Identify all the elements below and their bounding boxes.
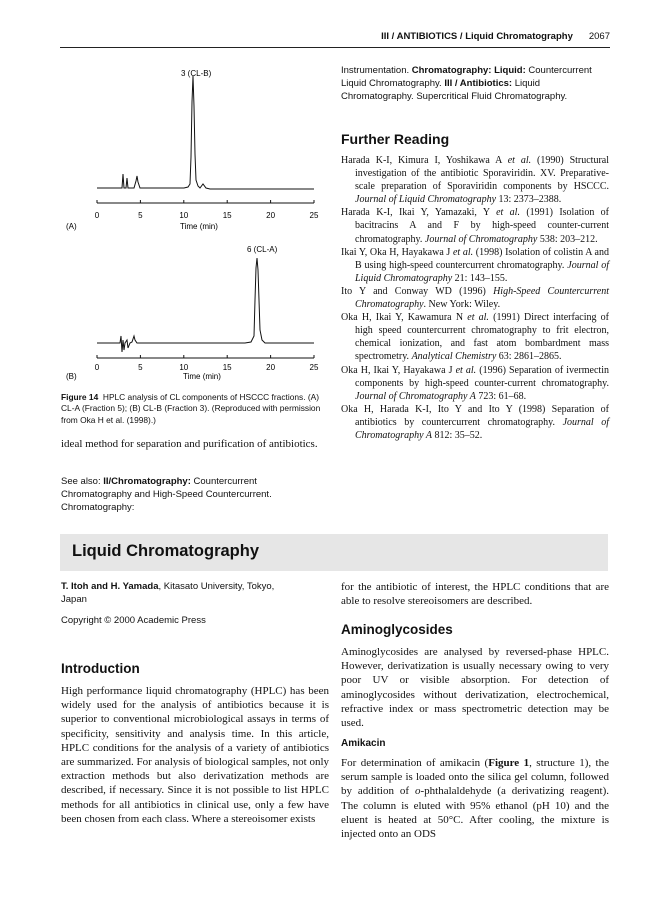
caption-text: HPLC analysis of CL components of HSCCC fractions. (A) CL-A (Fraction 5); (B) CL-B (Fraction 3). (Reproduced with permission from Oka H et al. (1998).) — [61, 392, 321, 425]
caption-label: Figure 14 — [61, 392, 99, 402]
reference-tail: 723: 61–68. — [475, 390, 527, 402]
tick-b-0: 0 — [94, 363, 100, 372]
amikacin-text: , structure 1), the serum sample is loaded onto the silica gel column, followed by addition of — [341, 757, 609, 798]
reference-journal: Journal of Liquid Chromatography — [355, 194, 497, 206]
see-also-link-3[interactable]: III / Antibiotics: — [444, 78, 513, 89]
reference-journal: Journal of Chromatography — [424, 233, 538, 245]
reference-tail: 21: 143–155. — [452, 272, 508, 284]
reference-authors: Ito Y and Conway WD (1996) — [341, 285, 494, 297]
reference-journal: High-Speed Countercurrent Chromatography — [355, 285, 610, 311]
see-also — [61, 475, 329, 514]
reference-rest: (1991) Direct interfacing of high speed countercurrent chromatography to frit electron, chemical ionization, and fast atom bombardment mass spectrometry. — [355, 312, 609, 363]
author-affiliation: , Kitasato University, Tokyo, Japan — [61, 581, 275, 605]
amikacin-paragraph — [341, 756, 609, 841]
reference-journal: Analytical Chemistry — [411, 351, 497, 363]
aminoglycosides-paragraph: Aminoglycosides are analysed by reversed-phase HPLC. However, derivatization is usually necessary owing to very poor UV or visible absorption. For detection of aminoglycosides without derivatization, electrochemical, refractive index or mass spectrometric detection may be used. — [341, 646, 609, 730]
reference-item — [341, 206, 609, 245]
reference-authors: Ikai Y, Oka H, Hayakawa J — [341, 246, 451, 258]
panel-label-b: (B) — [66, 372, 77, 381]
reference-rest: (1998) Isolation of colistin A and B using high-speed countercurrent chromatography. — [355, 246, 609, 271]
intro-heading: Introduction — [61, 661, 140, 676]
tick-b-10: 10 — [179, 363, 189, 372]
figure-ref-link[interactable]: Figure 1 — [488, 757, 530, 769]
section-title-band — [60, 534, 608, 571]
tick-a-15: 15 — [222, 211, 232, 220]
reference-tail: 13: 2373–2388. — [496, 194, 562, 206]
amikacin-italic: o — [415, 785, 421, 798]
reference-item — [341, 403, 609, 442]
see-also-link-2[interactable]: Chromatography: Liquid: — [411, 65, 526, 76]
further-reading-heading: Further Reading — [341, 131, 450, 147]
article-title: Liquid Chromatography — [72, 542, 259, 560]
see-also-continued — [341, 64, 609, 103]
right-continuation: for the antibiotic of interest, the HPLC conditions that are able to resolve stereoisomers are described. — [341, 581, 609, 608]
tick-a-5: 5 — [138, 211, 143, 220]
reference-authors: Harada K-I, Kimura I, Yoshikawa A — [341, 155, 502, 166]
reference-list — [341, 154, 609, 442]
amikacin-heading: Amikacin — [341, 738, 386, 749]
trace-b — [97, 258, 314, 352]
header-title: III / ANTIBIOTICS / Liquid Chromatography — [381, 30, 573, 42]
tick-b-5: 5 — [138, 363, 143, 372]
reference-etal: et al. — [496, 207, 520, 219]
amikacin-heading-wrap — [341, 738, 609, 749]
amikacin-text: For determination of amikacin ( — [341, 757, 489, 769]
amikacin-text: -phthalaldehyde (a derivatizing reagent). The column is eluted with 95% ethanol (pH 10) and the eluent is heated at 50°C. After cooling, the mixture is injected onto an ODS — [341, 785, 609, 841]
further-reading-section — [341, 131, 609, 147]
see-also-item[interactable]: Countercurrent Liquid Chromatography. — [341, 65, 592, 89]
tick-a-25: 25 — [309, 211, 319, 220]
trace-a — [97, 76, 314, 189]
running-header — [60, 25, 610, 48]
reference-authors: Harada K-I, Ikai Y, Yamazaki, Y — [341, 207, 490, 219]
reference-tail: 538: 203–212. — [537, 233, 598, 245]
reference-item — [341, 311, 609, 363]
intro-paragraph: High performance liquid chromatography (HPLC) has been widely used for the analysis of antibiotics because it is superior to conventional microbiological assays in terms of specificity, sensitivity and analysis time. In this article, HPLC conditions for the analysis of a variety of antibiotics are summarized. For analysis of biological samples, not only extraction methods but also derivatization methods are described, if necessary. Since it is not possible to list HPLC methods for all antibiotics in clinical use, only a few have been chosen from each class. Where a stereoisomer exists — [61, 685, 329, 825]
see-also-label: See also: — [61, 476, 101, 487]
see-also-link-1[interactable]: II/Chromatography: — [103, 476, 191, 487]
reference-etal: et al. — [507, 155, 532, 166]
reference-rest: (1990) Structural investigation of the antibiotic Sporaviridin. XV. Preparative-scale preparation of Sporaviridin components by HSCCC. — [355, 155, 610, 193]
reference-authors: Oka H, Ikai Y, Hayakawa J — [341, 364, 453, 376]
reference-tail: 812: 35–52. — [431, 429, 483, 441]
panel-label-a: (A) — [66, 222, 77, 231]
see-also-item[interactable]: Instrumentation. — [341, 65, 410, 76]
reference-journal: Journal of Chromatography A — [355, 416, 610, 441]
tick-b-15: 15 — [222, 363, 232, 372]
see-also-text[interactable]: Countercurrent Chromatography and High-Speed Countercurrent. Chromatography: — [61, 476, 272, 513]
reference-etal: et al. — [452, 246, 474, 258]
tick-b-20: 20 — [266, 363, 276, 372]
reference-rest: (1996) Separation of ivermectin components by high-speed counter-current chromatography. — [355, 364, 609, 389]
peak-label-b: 6 (CL-A) — [247, 245, 278, 254]
tick-b-25: 25 — [309, 363, 319, 372]
xlabel-a: Time (min) — [180, 222, 218, 231]
tick-a-10: 10 — [179, 211, 189, 220]
reference-tail: 63: 2861–2865. — [496, 351, 562, 363]
reference-journal: Journal of Liquid Chromatography — [355, 259, 610, 284]
reference-etal: et al. — [455, 364, 477, 376]
tick-a-20: 20 — [266, 211, 276, 220]
reference-tail: . New York: Wiley. — [423, 299, 501, 311]
aminoglycosides-heading: Aminoglycosides — [341, 622, 453, 637]
author-block — [61, 580, 301, 606]
page-number: 2067 — [588, 30, 610, 42]
reference-item — [341, 154, 609, 206]
figure-caption — [61, 392, 329, 426]
reference-item — [341, 364, 609, 403]
reference-authors: Oka H, Ikai Y, Kawamura N — [341, 312, 464, 324]
reference-rest: (1991) Isolation of bacitracins A and F by high-speed counter-current chromatography. — [355, 207, 610, 245]
reference-item — [341, 246, 609, 285]
chromatogram-b — [60, 240, 330, 388]
intro-heading-wrap — [61, 661, 329, 676]
reference-journal: Journal of Chromatography A — [355, 390, 476, 402]
continuation-text: ideal method for separation and purification of antibiotics. — [61, 438, 318, 450]
chromatogram-a — [60, 62, 330, 232]
reference-item — [341, 285, 609, 311]
tick-a-0: 0 — [94, 211, 100, 220]
copyright: Copyright © 2000 Academic Press — [61, 615, 206, 626]
see-also-item[interactable]: Liquid Chromatography. Supercritical Fluid Chromatography. — [341, 78, 568, 102]
peak-label-a: 3 (CL-B) — [181, 69, 212, 78]
author-names: T. Itoh and H. Yamada — [61, 581, 159, 592]
amino-heading-wrap — [341, 622, 609, 637]
xlabel-b: Time (min) — [183, 372, 221, 381]
reference-authors: Oka H, Harada K-I, Ito Y and Ito Y (1998) Separation of antibiotics by countercurrent chromatography. — [341, 403, 609, 428]
reference-etal: et al. — [467, 312, 489, 324]
